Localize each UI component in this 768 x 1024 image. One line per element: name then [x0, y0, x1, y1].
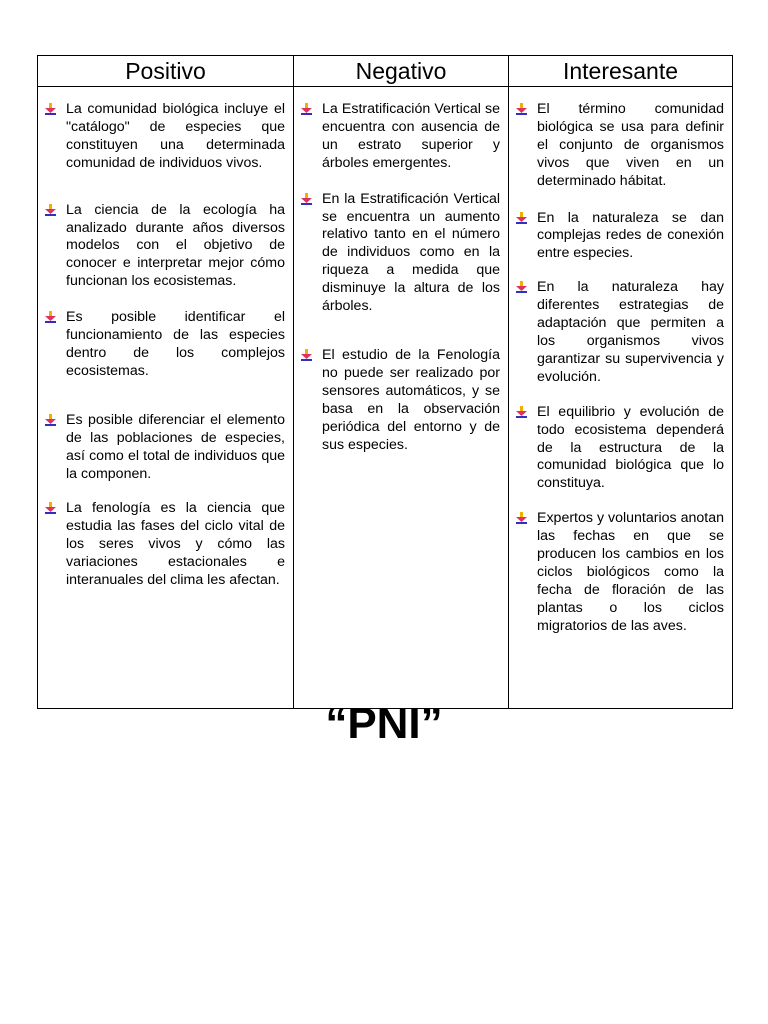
arrow-down-bullet-icon: [301, 349, 312, 361]
list-item: [515, 510, 724, 635]
list-item: [44, 101, 285, 173]
interesante-list: [515, 101, 724, 636]
negativo-list: [300, 101, 500, 454]
list-item: [515, 279, 724, 386]
arrow-down-bullet-icon: [516, 406, 527, 418]
list-item: [44, 412, 285, 484]
header-interesante: Interesante: [509, 56, 733, 87]
item-text: La fenología es la ciencia que estudia las fases del ciclo vital de los seres vivos y cómo las variaciones estacionales e interanuales del clima les afectan.: [66, 500, 285, 589]
item-text: Expertos y voluntarios anotan las fechas en que se producen los cambios en los ciclos biológicos como la fecha de floración de las plantas o los ciclos migratorios de las aves.: [537, 510, 724, 634]
item-text: La comunidad biológica incluye el "catálogo" de especies que constituyen una determinada comunidad de individuos vivos.: [66, 101, 285, 171]
arrow-down-bullet-icon: [301, 193, 312, 205]
positivo-list: [44, 101, 285, 590]
arrow-down-bullet-icon: [45, 502, 56, 514]
item-text: El término comunidad biológica se usa para definir el conjunto de organismos vivos que viven en un determinado hábitat.: [537, 101, 724, 189]
item-text: El equilibrio y evolución de todo ecosistema dependerá de la estructura de la comunidad biológica que lo constituya.: [537, 403, 724, 492]
item-text: El estudio de la Fenología no puede ser realizado por sensores automáticos, y se basa en la observación periódica del entorno y de sus especies.: [322, 346, 500, 453]
arrow-down-bullet-icon: [516, 512, 527, 524]
item-text: La Estratificación Vertical se encuentra con ausencia de un estrato superior y árboles emergentes.: [322, 101, 500, 171]
list-item: [515, 404, 724, 494]
content-row: [38, 87, 733, 709]
arrow-down-bullet-icon: [45, 414, 56, 426]
arrow-down-bullet-icon: [516, 212, 527, 224]
cell-positivo: [38, 87, 294, 709]
arrow-down-bullet-icon: [45, 204, 56, 216]
list-item: [44, 500, 285, 590]
list-item: [44, 309, 285, 381]
item-text: En la naturaleza se dan complejas redes de conexión entre especies.: [537, 209, 724, 262]
arrow-down-bullet-icon: [45, 311, 56, 323]
arrow-down-bullet-icon: [301, 103, 312, 115]
list-item: [300, 347, 500, 454]
arrow-down-bullet-icon: [45, 103, 56, 115]
list-item: [515, 210, 724, 264]
cell-interesante: [509, 87, 733, 709]
header-row: [38, 56, 733, 87]
cell-negativo: [294, 87, 509, 709]
list-item: [300, 101, 500, 173]
arrow-down-bullet-icon: [516, 281, 527, 293]
item-text: En la naturaleza hay diferentes estrategias de adaptación que permiten a los organismos vivos garantizar su supervivencia y evolución.: [537, 279, 724, 385]
arrow-down-bullet-icon: [516, 103, 527, 115]
item-text: Es posible identificar el funcionamiento de las especies dentro de los complejos ecosistemas.: [66, 309, 285, 379]
list-item: [300, 191, 500, 316]
header-positivo: Positivo: [38, 56, 294, 87]
list-item: [44, 202, 285, 292]
pni-table: [37, 55, 733, 709]
item-text: En la Estratificación Vertical se encuentra un aumento relativo tanto en el número de individuos como en la riqueza a medida que disminuye la altura de los árboles.: [322, 190, 500, 315]
list-item: [515, 101, 724, 191]
header-negativo: Negativo: [294, 56, 509, 87]
item-text: Es posible diferenciar el elemento de las poblaciones de especies, así como el total de individuos que la componen.: [66, 411, 285, 482]
item-text: La ciencia de la ecología ha analizado durante años diversos modelos con el objetivo de conocer e interpretar mejor cómo funcionan los ecosistemas.: [66, 201, 285, 290]
document-title: “PNI”: [325, 699, 443, 748]
